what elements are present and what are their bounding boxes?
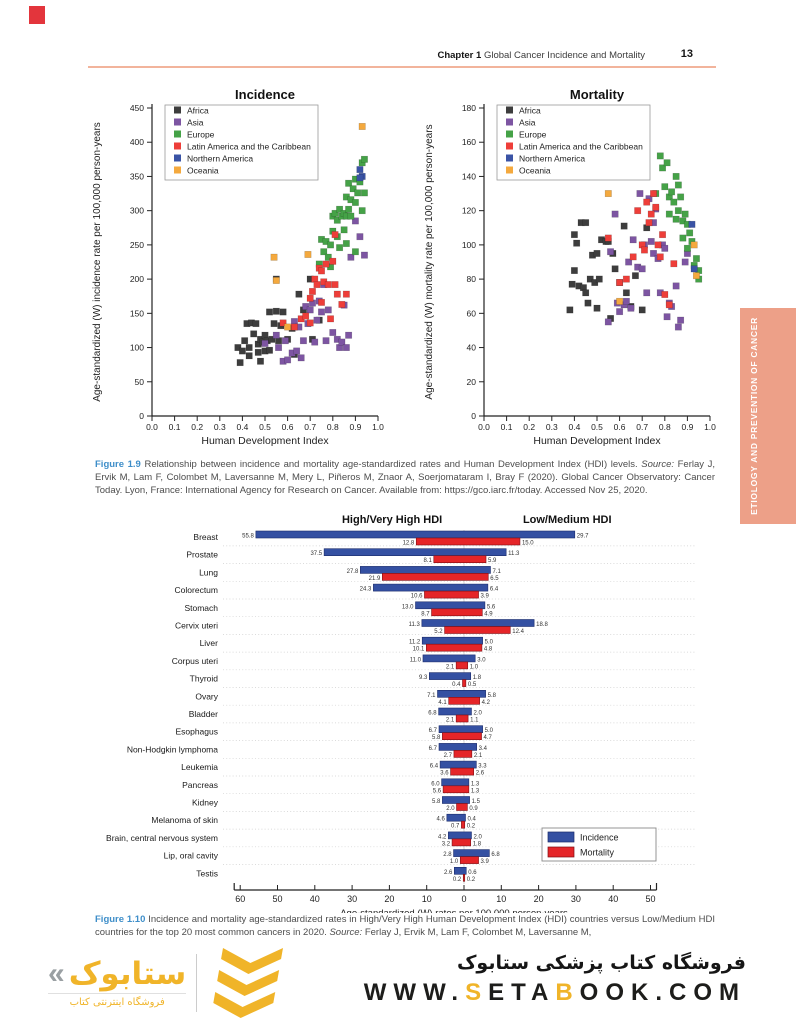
svg-text:Mortality: Mortality — [569, 87, 625, 102]
svg-text:2.1: 2.1 — [473, 752, 483, 759]
svg-text:5.8: 5.8 — [432, 735, 441, 742]
svg-text:15.0: 15.0 — [521, 540, 534, 547]
svg-text:Low/Medium HDI: Low/Medium HDI — [522, 514, 612, 526]
svg-text:160: 160 — [461, 137, 476, 148]
svg-text:0.6: 0.6 — [281, 422, 294, 432]
logo-text-block — [48, 958, 186, 1008]
svg-text:Northern America: Northern America — [519, 153, 586, 164]
bookstore-url-segment: OOK.COM — [579, 979, 746, 1006]
svg-text:7.1: 7.1 — [427, 692, 436, 699]
svg-text:0.8: 0.8 — [658, 422, 671, 432]
svg-text:2.0: 2.0 — [473, 710, 482, 717]
svg-text:10.1: 10.1 — [412, 646, 425, 653]
bookstore-logo — [48, 948, 283, 1018]
svg-text:2.6: 2.6 — [475, 770, 485, 777]
figure-1-10-caption — [95, 913, 715, 942]
svg-text:Asia: Asia — [187, 117, 204, 128]
svg-text:Age-standardized (W) mortality: Age-standardized (W) mortality rate per 100,000 person-years — [424, 124, 435, 400]
svg-text:8.7: 8.7 — [421, 611, 430, 618]
svg-text:8.1: 8.1 — [423, 558, 432, 565]
svg-text:11.3: 11.3 — [508, 551, 520, 558]
chapter-title: Global Cancer Incidence and Mortality — [483, 50, 645, 61]
svg-text:Bladder: Bladder — [188, 709, 218, 719]
svg-text:4.2: 4.2 — [437, 834, 447, 841]
svg-text:0.6: 0.6 — [468, 869, 477, 876]
bookstore-url-segment: WWW. — [363, 979, 466, 1006]
svg-text:Thyroid: Thyroid — [189, 673, 218, 684]
svg-text:0.2: 0.2 — [523, 422, 536, 432]
svg-text:21.9: 21.9 — [368, 575, 381, 582]
logo-guillemet-icon: « — [48, 957, 65, 991]
svg-text:2.7: 2.7 — [443, 752, 452, 759]
header-rule — [88, 66, 716, 68]
svg-text:Breast: Breast — [193, 532, 218, 542]
logo-script-text: ستابوک — [68, 956, 187, 993]
svg-text:3.9: 3.9 — [480, 859, 489, 866]
svg-text:18.8: 18.8 — [536, 622, 548, 628]
svg-text:0.4: 0.4 — [236, 422, 249, 432]
bookstore-contact — [364, 952, 746, 1007]
svg-text:20: 20 — [384, 894, 395, 904]
svg-text:2.8: 2.8 — [443, 852, 452, 859]
svg-text:1.5: 1.5 — [471, 799, 480, 805]
svg-text:0.2: 0.2 — [466, 823, 476, 830]
svg-text:11.2: 11.2 — [408, 639, 421, 646]
svg-text:Incidence: Incidence — [580, 832, 619, 843]
svg-text:Oceania: Oceania — [187, 165, 219, 176]
svg-text:6.8: 6.8 — [491, 852, 500, 859]
svg-text:1.8: 1.8 — [472, 675, 482, 682]
svg-text:0.7: 0.7 — [636, 422, 649, 432]
svg-text:Leukemia: Leukemia — [181, 762, 218, 773]
svg-text:10.6: 10.6 — [410, 593, 423, 600]
svg-text:300: 300 — [129, 205, 144, 216]
logo-divider — [196, 954, 197, 1012]
svg-text:0.4: 0.4 — [467, 816, 476, 823]
figure-1-10-source-text: Ferlay J, Ervik M, Lam F, Colombet M, Laversanne M, — [362, 927, 592, 939]
svg-text:5.2: 5.2 — [434, 629, 443, 635]
svg-text:Kidney: Kidney — [192, 797, 218, 808]
svg-text:350: 350 — [129, 171, 144, 182]
svg-text:100: 100 — [461, 239, 476, 250]
svg-text:Lip, oral cavity: Lip, oral cavity — [163, 850, 218, 861]
svg-text:Human Development Index: Human Development Index — [201, 435, 329, 447]
svg-text:0.1: 0.1 — [168, 422, 181, 432]
svg-text:11.3: 11.3 — [408, 622, 420, 628]
svg-text:1.0: 1.0 — [469, 664, 479, 671]
svg-text:Ovary: Ovary — [195, 691, 218, 702]
svg-text:6.7: 6.7 — [428, 745, 438, 752]
svg-text:Northern America: Northern America — [187, 153, 254, 164]
svg-text:3.0: 3.0 — [477, 657, 486, 664]
svg-text:200: 200 — [129, 274, 144, 285]
svg-text:0.2: 0.2 — [452, 876, 462, 883]
svg-text:Liver: Liver — [199, 638, 218, 649]
svg-text:4.6: 4.6 — [436, 816, 445, 823]
svg-text:High/Very High HDI: High/Very High HDI — [341, 514, 443, 526]
bookstore-footer — [0, 944, 797, 1023]
svg-text:Testis: Testis — [196, 868, 218, 879]
svg-text:5.8: 5.8 — [432, 799, 441, 805]
svg-text:Europe: Europe — [187, 129, 215, 140]
svg-text:450: 450 — [129, 103, 144, 113]
figure-1-9-caption-text: Relationship between incidence and mortality age-standardized rates and Human Development Index (HDI) levels. — [144, 459, 642, 470]
bookstore-url-segment: S — [465, 979, 489, 1006]
tornado-chart-container — [90, 513, 702, 918]
svg-text:0.3: 0.3 — [545, 422, 558, 432]
svg-text:Latin America and the Caribbea: Latin America and the Caribbean — [519, 141, 643, 152]
svg-text:400: 400 — [129, 137, 144, 148]
svg-text:Latin America and the Caribbea: Latin America and the Caribbean — [187, 141, 311, 152]
svg-text:60: 60 — [466, 308, 476, 319]
svg-text:40: 40 — [466, 342, 476, 353]
svg-text:Human Development Index: Human Development Index — [533, 435, 661, 447]
svg-text:0.9: 0.9 — [469, 806, 478, 812]
section-tab-label: ETIOLOGY AND PREVENTION OF CANCER — [749, 317, 759, 515]
svg-text:Esophagus: Esophagus — [175, 726, 218, 737]
svg-text:150: 150 — [129, 308, 144, 319]
svg-text:50: 50 — [272, 894, 283, 904]
svg-text:Mortality: Mortality — [580, 847, 615, 858]
svg-text:0.6: 0.6 — [613, 422, 626, 432]
svg-text:Africa: Africa — [187, 105, 209, 116]
svg-text:10: 10 — [421, 894, 432, 904]
svg-text:Corpus uteri: Corpus uteri — [171, 655, 218, 666]
svg-text:Cervix uteri: Cervix uteri — [175, 620, 218, 631]
svg-text:60: 60 — [235, 894, 246, 904]
svg-text:5.6: 5.6 — [432, 788, 442, 795]
svg-text:5.0: 5.0 — [484, 728, 493, 735]
figure-1-10-source-label: Source: — [329, 927, 363, 939]
bookstore-url-segment: B — [555, 979, 580, 1006]
figure-1-10-caption-text: Incidence and mortality age-standardized rates in High/Very High Human Development Index (HDI) countries versus Low/Medium HDI countries for the top 20 most common cancers in 2020. — [95, 914, 715, 939]
svg-text:12.4: 12.4 — [512, 629, 524, 635]
svg-text:2.0: 2.0 — [473, 834, 482, 841]
red-corner-marker — [29, 6, 45, 24]
svg-text:Europe: Europe — [519, 129, 547, 140]
svg-text:0.3: 0.3 — [213, 422, 226, 432]
svg-text:5.6: 5.6 — [486, 604, 496, 611]
svg-text:5.8: 5.8 — [487, 692, 496, 699]
svg-text:250: 250 — [129, 239, 144, 250]
svg-text:Non-Hodgkin lymphoma: Non-Hodgkin lymphoma — [126, 744, 218, 755]
figure-1-9-label: Figure 1.9 — [95, 459, 141, 470]
svg-text:3.9: 3.9 — [480, 593, 489, 600]
svg-text:Brain, central nervous system: Brain, central nervous system — [106, 832, 218, 843]
figure-1-9-caption — [95, 458, 715, 498]
svg-text:Incidence: Incidence — [235, 87, 295, 102]
svg-text:40: 40 — [309, 894, 320, 904]
svg-text:0: 0 — [471, 411, 476, 421]
svg-text:6.0: 6.0 — [431, 781, 440, 788]
svg-text:0.9: 0.9 — [349, 422, 362, 432]
svg-text:50: 50 — [645, 894, 656, 904]
svg-text:1.8: 1.8 — [472, 841, 482, 848]
svg-text:5.9: 5.9 — [488, 558, 497, 565]
svg-text:Colorectum: Colorectum — [174, 585, 218, 596]
svg-text:4.9: 4.9 — [484, 611, 493, 618]
logo-subtitle: فروشگاه اینترنتی کتاب — [48, 993, 186, 1008]
svg-text:6.4: 6.4 — [489, 586, 499, 593]
svg-text:Pancreas: Pancreas — [182, 779, 218, 790]
svg-text:Oceania: Oceania — [519, 165, 551, 176]
incidence-scatter-chart — [88, 85, 393, 453]
chapter-label: Chapter 1 — [437, 50, 482, 61]
svg-text:2.0: 2.0 — [446, 806, 455, 812]
svg-text:0.1: 0.1 — [500, 422, 513, 432]
svg-text:4.2: 4.2 — [481, 699, 491, 706]
svg-text:0.5: 0.5 — [467, 682, 477, 689]
svg-text:0.2: 0.2 — [466, 876, 476, 883]
svg-text:0.0: 0.0 — [146, 422, 158, 432]
bookstore-url-segment: ETA — [488, 979, 556, 1006]
svg-text:0.7: 0.7 — [304, 422, 317, 432]
svg-text:4.8: 4.8 — [483, 646, 493, 653]
svg-text:6.4: 6.4 — [429, 763, 439, 770]
svg-text:24.3: 24.3 — [359, 586, 372, 593]
svg-text:50: 50 — [134, 376, 144, 387]
svg-text:6.7: 6.7 — [428, 728, 438, 735]
svg-text:120: 120 — [461, 205, 476, 216]
tornado-bar-chart — [90, 513, 702, 913]
svg-text:1.1: 1.1 — [470, 717, 479, 724]
svg-text:1.3: 1.3 — [470, 781, 480, 788]
svg-text:30: 30 — [570, 894, 581, 904]
svg-text:4.7: 4.7 — [483, 735, 492, 742]
svg-text:3.6: 3.6 — [440, 770, 449, 777]
svg-text:1.0: 1.0 — [449, 859, 459, 866]
svg-text:5.0: 5.0 — [484, 639, 493, 646]
bookstore-fa-title: فروشگاه کتاب پزشکی ستابوک — [456, 952, 746, 974]
svg-text:6.5: 6.5 — [490, 575, 499, 582]
svg-text:29.7: 29.7 — [576, 533, 589, 540]
svg-text:0.9: 0.9 — [681, 422, 694, 432]
svg-text:0.4: 0.4 — [568, 422, 581, 432]
svg-text:Stomach: Stomach — [184, 602, 218, 613]
svg-text:4.1: 4.1 — [438, 699, 447, 706]
svg-text:Africa: Africa — [519, 105, 541, 116]
svg-text:10: 10 — [496, 894, 507, 904]
svg-text:2.6: 2.6 — [443, 869, 453, 876]
svg-text:Prostate: Prostate — [186, 549, 218, 560]
figure-1-10-label: Figure 1.10 — [95, 914, 146, 925]
svg-text:20: 20 — [466, 376, 476, 387]
svg-text:0.4: 0.4 — [452, 682, 461, 689]
figure-1-9-source-text: Ferlay J, Ervik M, Lam F, Colombet M, Laversanne M, Mery L, Piñeros M, Znaor A, Soerjomataram I, Bray F (2020). Global Cancer Observatory: Cancer Today. Lyon, France: International Agency for Research on Cancer. Available from: https://gco.iarc.fr/today. Accessed Nov 25, 2020. — [95, 459, 716, 497]
svg-text:0.8: 0.8 — [326, 422, 339, 432]
svg-text:0.5: 0.5 — [259, 422, 271, 432]
svg-text:37.5: 37.5 — [310, 551, 323, 558]
svg-text:11.0: 11.0 — [409, 657, 421, 664]
svg-text:40: 40 — [608, 894, 619, 904]
svg-text:6.8: 6.8 — [428, 710, 437, 717]
svg-text:180: 180 — [461, 103, 476, 113]
page-number: 13 — [680, 48, 693, 60]
svg-text:7.1: 7.1 — [492, 568, 501, 575]
svg-text:100: 100 — [129, 342, 144, 353]
svg-text:3.4: 3.4 — [478, 745, 488, 752]
svg-text:9.3: 9.3 — [418, 675, 428, 682]
svg-text:2.1: 2.1 — [445, 717, 455, 724]
svg-text:Melanoma of skin: Melanoma of skin — [151, 815, 218, 826]
running-header — [437, 50, 645, 61]
svg-text:80: 80 — [466, 274, 476, 285]
svg-text:55.8: 55.8 — [242, 533, 254, 540]
svg-text:Age-standardized (W) incidence: Age-standardized (W) incidence rate per 100,000 person-years — [92, 122, 103, 402]
svg-text:30: 30 — [347, 894, 358, 904]
svg-text:13.0: 13.0 — [401, 604, 414, 611]
svg-text:0.7: 0.7 — [451, 823, 460, 830]
svg-text:0.5: 0.5 — [591, 422, 603, 432]
chevron-emblem-icon — [207, 948, 283, 1018]
svg-text:3.3: 3.3 — [478, 763, 487, 770]
svg-text:Asia: Asia — [519, 117, 536, 128]
section-tab — [740, 308, 796, 524]
bookstore-url — [364, 979, 746, 1007]
svg-text:3.2: 3.2 — [441, 841, 451, 848]
svg-text:12.8: 12.8 — [402, 540, 415, 547]
figure-1-9-source-label: Source: — [641, 459, 675, 470]
svg-text:0: 0 — [461, 894, 467, 904]
svg-text:0.2: 0.2 — [191, 422, 204, 432]
svg-text:27.8: 27.8 — [346, 568, 359, 575]
svg-text:20: 20 — [533, 894, 544, 904]
mortality-scatter-chart — [420, 85, 725, 453]
svg-text:0: 0 — [139, 411, 144, 421]
svg-text:2.1: 2.1 — [445, 664, 455, 671]
svg-text:1.0: 1.0 — [704, 422, 716, 432]
svg-text:1.3: 1.3 — [470, 788, 480, 795]
svg-text:140: 140 — [461, 171, 476, 182]
svg-text:1.0: 1.0 — [372, 422, 384, 432]
svg-text:0.0: 0.0 — [478, 422, 490, 432]
svg-text:Lung: Lung — [199, 567, 218, 578]
